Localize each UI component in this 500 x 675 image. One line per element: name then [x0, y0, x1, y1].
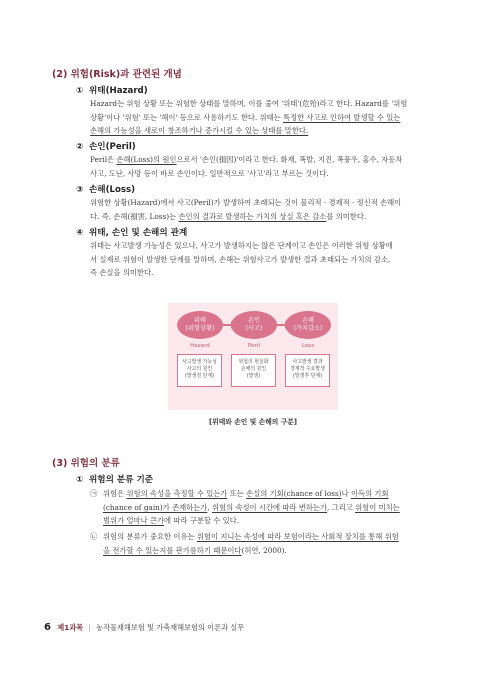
underlined-text: 위험의 속성을 측정할 수 있는가: [126, 489, 228, 498]
item-heading-criteria: [76, 473, 153, 485]
underlined-text: 손해(Loss)의 원인: [116, 155, 177, 164]
text-segment: ,: [207, 502, 212, 512]
desc-line: 사고발생 가능성: [182, 359, 217, 365]
item-number: ④: [76, 228, 84, 238]
desc-line: (발생후 단계): [293, 373, 322, 379]
text-segment: 에 따라 구분할 수 있다.: [164, 516, 240, 525]
desc-line: 사고발생 결과: [292, 359, 323, 365]
underlined-text: 범위가 얼마나 큰가: [103, 516, 165, 525]
page-footer: [44, 622, 244, 633]
point-body: [103, 487, 475, 528]
text-segment: (허연, 2000).: [241, 545, 287, 555]
text-line: [103, 544, 475, 558]
underlined-text: 을 전가할 수 있는지를 판가름하기 때문이다: [103, 545, 242, 555]
node-peril: [231, 311, 277, 339]
item-heading-hazard: [76, 84, 148, 96]
page-number: 6: [44, 622, 51, 633]
text-segment: 또는: [227, 489, 247, 498]
text-segment: 나: [341, 489, 351, 498]
text-line: [103, 530, 475, 544]
node-sub: (사고): [245, 325, 263, 332]
underlined-text: 이득의 기회: [350, 489, 389, 498]
text-segment: 사고, 도난, 사망 등이 바로 손인이다. 일반적으로 '사고'라고 부르는 것이다.: [90, 168, 329, 178]
text-segment: 으로서 '손인(損因)'이라고 한다. 화재, 폭발, 지진, 폭풍우, 홍수, 자동차: [176, 155, 403, 164]
text-line: [103, 501, 475, 515]
text-line: [90, 124, 470, 138]
item-heading-relation: [76, 226, 187, 238]
text-line: [90, 167, 470, 181]
text-segment: 서 실제로 위험이 발생한 단계를 말하며, 손해는 위험사고가 발생한 결과 초래되는 가치의 감소,: [90, 254, 391, 264]
desc-line: 경제적 수요발생: [290, 366, 325, 372]
node-title: 손해: [302, 317, 314, 324]
item-body: [90, 239, 470, 280]
text-segment: 위험한 상황(Hazard)에서 사고(Peril)가 발생하여 초래되는 것이 물리적 · 경제적 · 정신적 손해이: [90, 198, 402, 207]
underlined-text: (chance of gain)가 존재하는가: [103, 502, 208, 512]
node-desc-box: [285, 354, 330, 387]
text-line: [90, 266, 470, 280]
text-line: [90, 253, 470, 267]
item-title: 위험의 분류 기준: [89, 475, 154, 485]
separator: |: [88, 623, 91, 632]
underlined-text: 특정한 사고로 인하여 발생할 수 있는: [283, 112, 401, 122]
node-eng-label: Hazard: [190, 343, 210, 349]
item-number: ③: [76, 185, 84, 195]
book-title: 농작물재해보험 및 가축재해보험의 이론과 실무: [96, 623, 245, 632]
arrow-right-icon: [274, 324, 286, 326]
text-segment: , 그리고: [327, 502, 356, 512]
node-loss: [285, 311, 331, 339]
underlined-text: 손인의 결과로 발생하는 가치의 상실 혹은 감소: [178, 211, 327, 221]
text-line: [90, 111, 470, 125]
node-desc-box: [231, 354, 276, 387]
item-title: 위태, 손인 및 손해의 관계: [89, 228, 188, 238]
item-number: ①: [76, 475, 84, 485]
item-heading-peril: [76, 140, 136, 152]
text-segment: 상황'이나 '위험' 또는 '해이' 등으로 사용하기도 한다. 위태는: [90, 112, 284, 122]
item-body: [90, 97, 470, 138]
item-body: [90, 153, 470, 180]
node-eng-label: Loss: [301, 343, 315, 349]
item-body: [90, 196, 470, 223]
node-sub: (가치감소): [293, 325, 323, 332]
section-heading: (3) 위험의 분류: [52, 458, 120, 469]
underlined-text: 위험의 속성이 시간에 따라 변하는가: [211, 502, 327, 512]
text-segment: 위태는 사고발생 가능성은 있으나, 사고가 발생하지는 않은 단계이고 손인은 이러한 위험 상황에: [90, 241, 393, 250]
text-line: [90, 196, 470, 210]
text-segment: 즉 손실을 의미한다.: [90, 268, 154, 277]
underlined-text: 손해의 가능성을 새로이 창조하거나 증가시킬 수 있는 상태를 말한다.: [90, 126, 309, 135]
classification-point: [90, 487, 475, 528]
desc-line: 사고의 원인: [186, 366, 213, 372]
section-heading: (2) 위험(Risk)과 관련된 개념: [52, 69, 182, 80]
desc-line: (발생전 단계): [185, 373, 214, 379]
text-segment: 를 의미한다.: [326, 211, 367, 221]
text-segment: Peril은: [90, 155, 117, 164]
item-title: 손인(Peril): [89, 142, 136, 152]
text-line: [90, 97, 470, 111]
node-title: 손인: [248, 317, 260, 324]
text-segment: 다. 즉, 손해(損害, Loss)는: [90, 211, 179, 221]
underlined-text: 위험이 지니는 속성에 따라 보험이라는 사회적 장치를 통해 위험: [196, 532, 399, 541]
text-line: [90, 210, 470, 224]
item-heading-loss: [76, 183, 135, 195]
text-line: [90, 153, 470, 167]
text-segment: Hazard는 위험 상황 또는 위험한 상태를 말하며, 이를 줄여 '위태'(危殆)라고 한다. Hazard를 '위험: [90, 99, 408, 108]
item-title: 손해(Loss): [89, 185, 136, 195]
item-number: ①: [76, 86, 84, 96]
underlined-text: 손실의 기회(chance of loss): [246, 489, 342, 498]
text-segment: 위험은: [103, 489, 127, 498]
arrow-right-icon: [220, 324, 232, 326]
desc-line: (발생): [246, 373, 261, 379]
desc-line: 손해의 원인: [240, 366, 267, 372]
point-marker: ㉠: [90, 489, 98, 498]
desc-line: 위험의 현실화: [238, 359, 269, 365]
item-title: 위태(Hazard): [89, 86, 148, 96]
classification-point: [90, 530, 475, 557]
point-marker: ㉡: [90, 532, 98, 541]
node-eng-label: Peril: [247, 343, 261, 349]
node-hazard: [177, 311, 223, 339]
underlined-text: 위험이 미치는: [355, 502, 400, 512]
chapter-label: 제1과목: [57, 623, 84, 632]
figure-caption: [위태와 손인 및 손해의 구분]: [209, 418, 297, 426]
point-body: [103, 530, 475, 557]
text-segment: 위험의 분류가 중요한 이유는: [103, 532, 197, 541]
item-number: ②: [76, 142, 84, 152]
text-line: [90, 239, 470, 253]
node-title: 위태: [194, 317, 206, 324]
node-desc-box: [177, 354, 222, 387]
node-sub: (위험상황): [185, 325, 215, 332]
text-line: [103, 487, 475, 501]
text-line: [103, 514, 475, 528]
